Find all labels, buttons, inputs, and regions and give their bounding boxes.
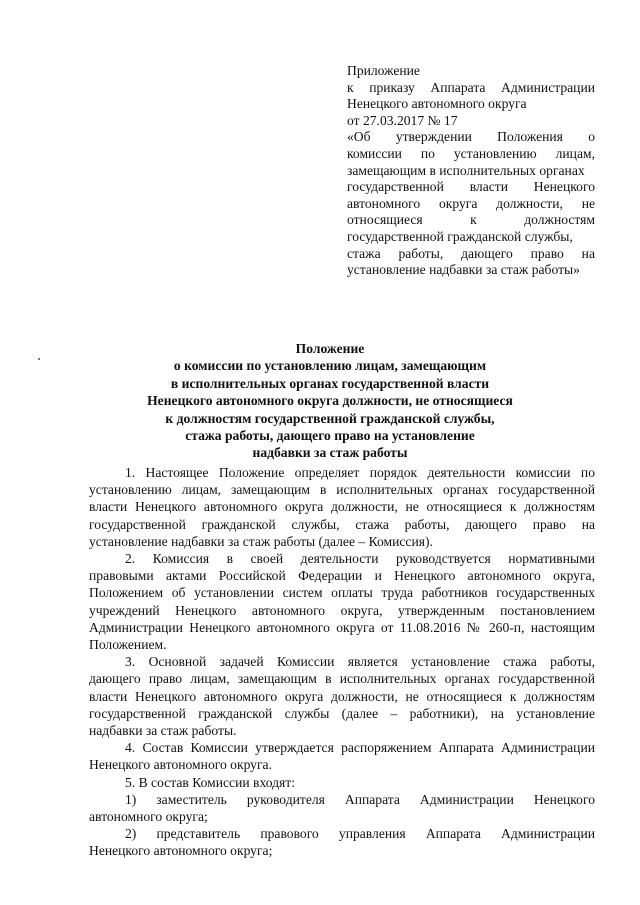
paragraph-line: Положением. [89,637,167,653]
list-item-1 [89,791,595,825]
paragraph-2 [89,550,595,653]
paragraph-line: государственной гражданской службы, стажа работы, дающего право на [89,516,595,532]
paragraph-line: учреждений Ненецкого автономного округа, утвержденным постановлением [89,602,595,618]
appendix-line: «Об утверждении Положения о [347,129,595,145]
appendix-line: комиссии по установлению лицам, [347,145,595,161]
paragraph-line: дающего право лицам, замещающим в исполнительных органах государственной [89,671,595,687]
paragraph-line: 4. Состав Комиссии утверждается распоряжением Аппарата Администрации [125,740,595,756]
appendix-line: установление надбавки за стаж работы» [347,262,580,278]
appendix-line: государственной власти Ненецкого [347,179,595,195]
appendix-line: Приложение [347,63,420,78]
paragraph-line: Положением об установлении систем оплаты труда работников государственных [89,585,595,601]
title-line: надбавки за стаж работы [252,445,408,461]
paragraph-line: Ненецкого автономного округа; [89,843,273,859]
appendix-line: относящиеся к должностям [347,212,595,228]
appendix-line: государственной гражданской службы, [347,228,573,244]
paragraph-line: установлению лицам, замещающим в исполнительных органах государственной [89,482,595,498]
document-title [96,340,564,462]
scan-speck [38,358,40,360]
paragraph-line: автономного округа; [89,809,208,825]
title-line: о комиссии по установлению лицам, замещающим [173,358,487,374]
paragraph-line: надбавки за стаж работы. [89,723,237,739]
appendix-line: стажа работы, дающего право на [347,245,595,261]
title-line: к должностям государственной гражданской службы, [165,410,495,426]
paragraph-line: власти Ненецкого автономного округа должности, не относящиеся к должностям [89,499,595,515]
paragraph-line: 2) представитель правового управления Аппарата Администрации [125,826,595,842]
appendix-line: от 27.03.2017 № 17 [347,112,458,128]
title-line: стажа работы, дающего право на установление [185,428,475,444]
paragraph-4 [89,739,595,773]
paragraph-5 [89,774,595,791]
title-line: в исполнительных органах государственной власти [170,375,490,391]
appendix-line: Ненецкого автономного округа [347,96,527,112]
appendix-line: автономного округа должности, не [347,195,595,211]
paragraph-line: государственной гражданской службы (далее – работники), на установление [89,705,595,721]
title-line: Положение [295,341,365,356]
paragraph-3 [89,653,595,739]
paragraph-line: власти Ненецкого автономного округа должности, не относящиеся к должностям [89,688,595,704]
paragraph-line: Администрации Ненецкого автономного округа от 11.08.2016 № 260-п, настоящим [89,619,595,635]
paragraph-1 [89,464,595,550]
paragraph-line: 1) заместитель руководителя Аппарата Администрации Ненецкого [125,791,595,807]
document-body [89,464,595,860]
paragraph-line: 2. Комиссия в своей деятельности руководствуется нормативными [125,551,595,567]
paragraph-line: 1. Настоящее Положение определяет порядок деятельности комиссии по [125,465,595,480]
appendix-block [347,63,595,279]
appendix-line: замещающим в исполнительных органах [347,162,585,178]
title-line: Ненецкого автономного округа должности, не относящиеся [147,393,513,409]
paragraph-line: правовыми актами Российской Федерации и Ненецкого автономного округа, [89,568,595,584]
paragraph-line: 5. В состав Комиссии входят: [125,774,296,790]
appendix-line: к приказу Аппарата Администрации [347,79,595,95]
list-item-2 [89,825,595,859]
paragraph-line: 3. Основной задачей Комиссии является установление стажа работы, [125,654,595,670]
paragraph-line: установление надбавки за стаж работы (далее – Комиссия). [89,533,433,549]
paragraph-line: Ненецкого автономного округа. [89,757,272,773]
